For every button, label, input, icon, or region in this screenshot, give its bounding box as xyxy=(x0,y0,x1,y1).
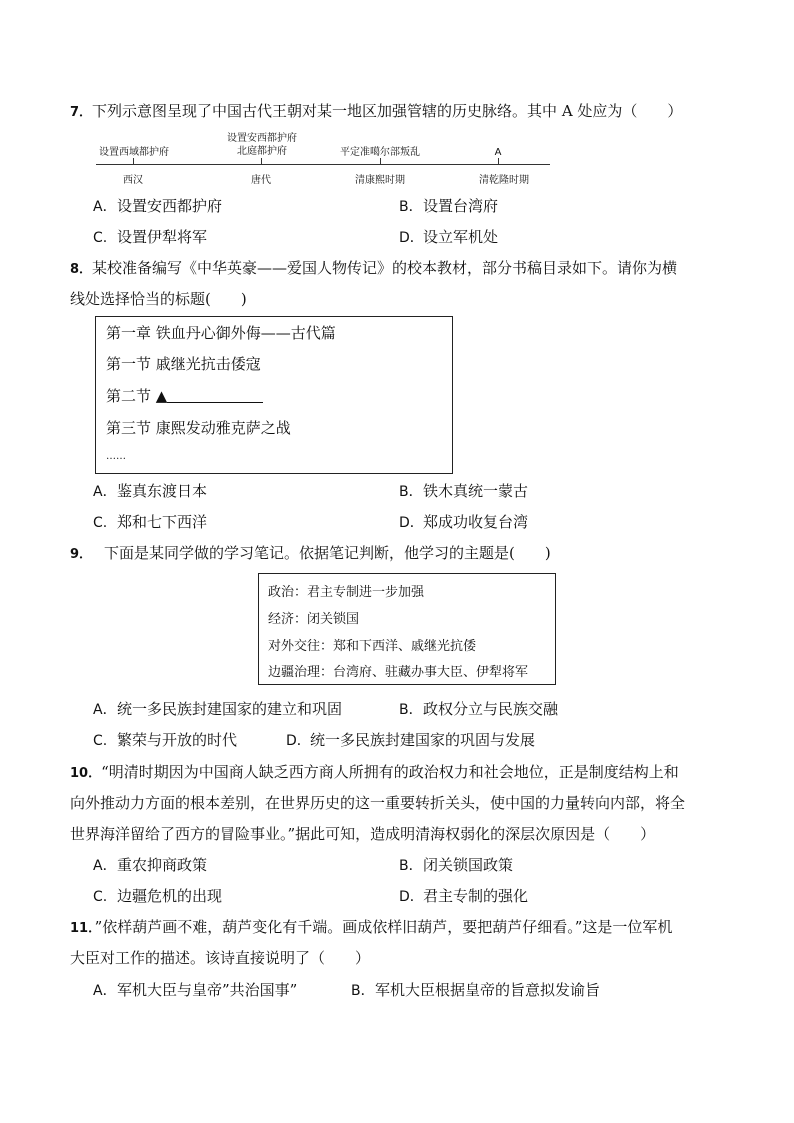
option-text: 繁荣与开放的时代 xyxy=(117,731,238,749)
option-text: 君主专制的强化 xyxy=(423,887,529,905)
q7-option-d[interactable] xyxy=(399,227,498,248)
q11-option-b[interactable] xyxy=(351,980,600,1001)
option-text: 政权分立与民族交融 xyxy=(423,700,559,718)
q11-number: 11． xyxy=(70,921,95,936)
option-label: A． xyxy=(93,484,117,500)
q11-stem-line2: 大臣对工作的描述。该诗直接说明了（ ） xyxy=(70,949,371,967)
timeline-period-label: 西汉 xyxy=(123,175,143,186)
q8-stem xyxy=(70,258,677,280)
option-label: D． xyxy=(286,733,311,749)
toc-ellipsis: …… xyxy=(106,451,126,462)
q9-option-a[interactable] xyxy=(93,699,342,720)
option-label: B． xyxy=(399,702,423,718)
option-label: B． xyxy=(351,983,375,999)
q8-stem-line2: 线处选择恰当的标题( ) xyxy=(70,290,247,308)
q8-option-d[interactable] xyxy=(399,512,528,533)
option-text: 设置伊犁将军 xyxy=(117,228,208,246)
note-foreign-relations: 对外交往：郑和下西洋、戚继光抗倭 xyxy=(268,639,477,654)
timeline-event-label: 北庭都护府 xyxy=(237,146,287,157)
option-text: 郑成功收复台湾 xyxy=(423,513,529,531)
option-text: 设置台湾府 xyxy=(423,197,499,215)
option-text: 统一多民族封建国家的建立和巩固 xyxy=(117,700,343,718)
q10-option-c[interactable] xyxy=(93,886,222,907)
option-text: 设置安西都护府 xyxy=(117,197,223,215)
option-text: 鉴真东渡日本 xyxy=(117,482,208,500)
q7-option-c[interactable] xyxy=(93,227,207,248)
option-label: C. xyxy=(93,515,108,531)
timeline-event-label: 平定准噶尔部叛乱 xyxy=(340,147,420,158)
toc-section-3: 第三节 康熙发动雅克萨之战 xyxy=(106,419,291,437)
q7-stem xyxy=(70,101,682,123)
option-label: D． xyxy=(399,230,424,246)
q10-option-d[interactable] xyxy=(399,886,528,907)
option-text: 军机大臣根据皇帝的旨意拟发谕旨 xyxy=(375,981,601,999)
option-text: 统一多民族封建国家的巩固与发展 xyxy=(310,731,536,749)
q10-option-a[interactable] xyxy=(93,855,207,876)
toc-section-2-label: 第二节 ▲ xyxy=(106,387,168,405)
q11-stem xyxy=(70,917,672,939)
timeline-event-label: A xyxy=(494,147,502,158)
q11-option-a[interactable] xyxy=(93,980,297,1001)
option-label: B． xyxy=(399,858,423,874)
timeline-period-label: 清乾隆时期 xyxy=(479,175,529,186)
q9-stem xyxy=(70,543,551,565)
q10-stem-text: “明清时期因为中国商人缺乏西方商人所拥有的政治权力和社会地位，正是制度结构上和 xyxy=(101,763,679,781)
q10-option-b[interactable] xyxy=(399,855,513,876)
timeline-event-label: 设置安西都护府 xyxy=(227,133,297,144)
blank-line xyxy=(167,388,263,403)
q7-number: 7． xyxy=(70,105,93,120)
note-politics: 政治：君主专制进一步加强 xyxy=(268,585,425,600)
q9-option-b[interactable] xyxy=(399,699,558,720)
option-text: 重农抑商政策 xyxy=(117,856,208,874)
option-label: B． xyxy=(399,484,423,500)
option-label: A． xyxy=(93,702,117,718)
q9-option-d[interactable] xyxy=(286,730,535,751)
timeline-axis xyxy=(96,164,550,165)
option-label: D． xyxy=(399,515,424,531)
q10-stem-line3: 世界海洋留给了西方的冒险事业。”据此可知，造成明清海权弱化的深层次原因是（ ） xyxy=(70,825,656,843)
option-text: 闭关锁国政策 xyxy=(423,856,514,874)
q8-stem-text: 某校准备编写《中华英豪——爱国人物传记》的校本教材，部分书稿目录如下。请你为横 xyxy=(92,259,678,277)
note-border-governance: 边疆治理：台湾府、驻藏办事大臣、伊犁将军 xyxy=(268,665,529,680)
option-label: A． xyxy=(93,199,117,215)
option-label: B． xyxy=(399,199,423,215)
q9-number: 9． xyxy=(70,547,93,562)
timeline-period-label: 唐代 xyxy=(251,175,271,186)
toc-chapter: 第一章 铁血丹心御外侮——古代篇 xyxy=(106,324,336,342)
option-label: D． xyxy=(399,889,424,905)
q10-stem-line2: 向外推动力方面的根本差别，在世界历史的这一重要转折关头，使中国的力量转向内部，将全 xyxy=(70,794,686,812)
q7-option-a[interactable] xyxy=(93,196,222,217)
q8-option-a[interactable] xyxy=(93,481,207,502)
q8-option-c[interactable] xyxy=(93,512,207,533)
option-text: 军机大臣与皇帝”共治国事” xyxy=(117,981,298,999)
q8-number: 8． xyxy=(70,262,93,277)
toc-section-1: 第一节 戚继光抗击倭寇 xyxy=(106,355,261,373)
q7-stem-text: 下列示意图呈现了中国古代王朝对某一地区加强管辖的历史脉络。其中 A 处应为（ ） xyxy=(92,102,683,120)
option-label: C. xyxy=(93,889,108,905)
q7-option-b[interactable] xyxy=(399,196,498,217)
option-text: 郑和七下西洋 xyxy=(117,513,208,531)
option-text: 设立军机处 xyxy=(423,228,499,246)
option-label: C. xyxy=(93,733,108,749)
note-economy: 经济：闭关锁国 xyxy=(268,612,360,627)
q8-table-of-contents xyxy=(95,316,453,474)
option-label: C. xyxy=(93,230,108,246)
timeline-event-label: 设置西域都护府 xyxy=(99,147,169,158)
option-text: 铁木真统一蒙古 xyxy=(423,482,529,500)
q9-study-notes xyxy=(258,573,556,685)
option-label: A． xyxy=(93,858,117,874)
q10-number: 10． xyxy=(70,766,102,781)
option-text: 边疆危机的出现 xyxy=(117,887,223,905)
option-label: A． xyxy=(93,983,117,999)
q10-stem xyxy=(70,762,679,784)
q9-option-c[interactable] xyxy=(93,730,237,751)
q8-option-b[interactable] xyxy=(399,481,528,502)
q9-stem-text: 下面是某同学做的学习笔记。依据笔记判断，他学习的主题是( ) xyxy=(104,544,551,562)
timeline-tick xyxy=(261,158,262,164)
timeline-period-label: 清康熙时期 xyxy=(355,175,405,186)
toc-section-2 xyxy=(106,385,263,406)
q11-stem-text: ”依样葫芦画不难，葫芦变化有千端。画成依样旧葫芦，要把葫芦仔细看。”这是一位军机 xyxy=(94,918,673,936)
